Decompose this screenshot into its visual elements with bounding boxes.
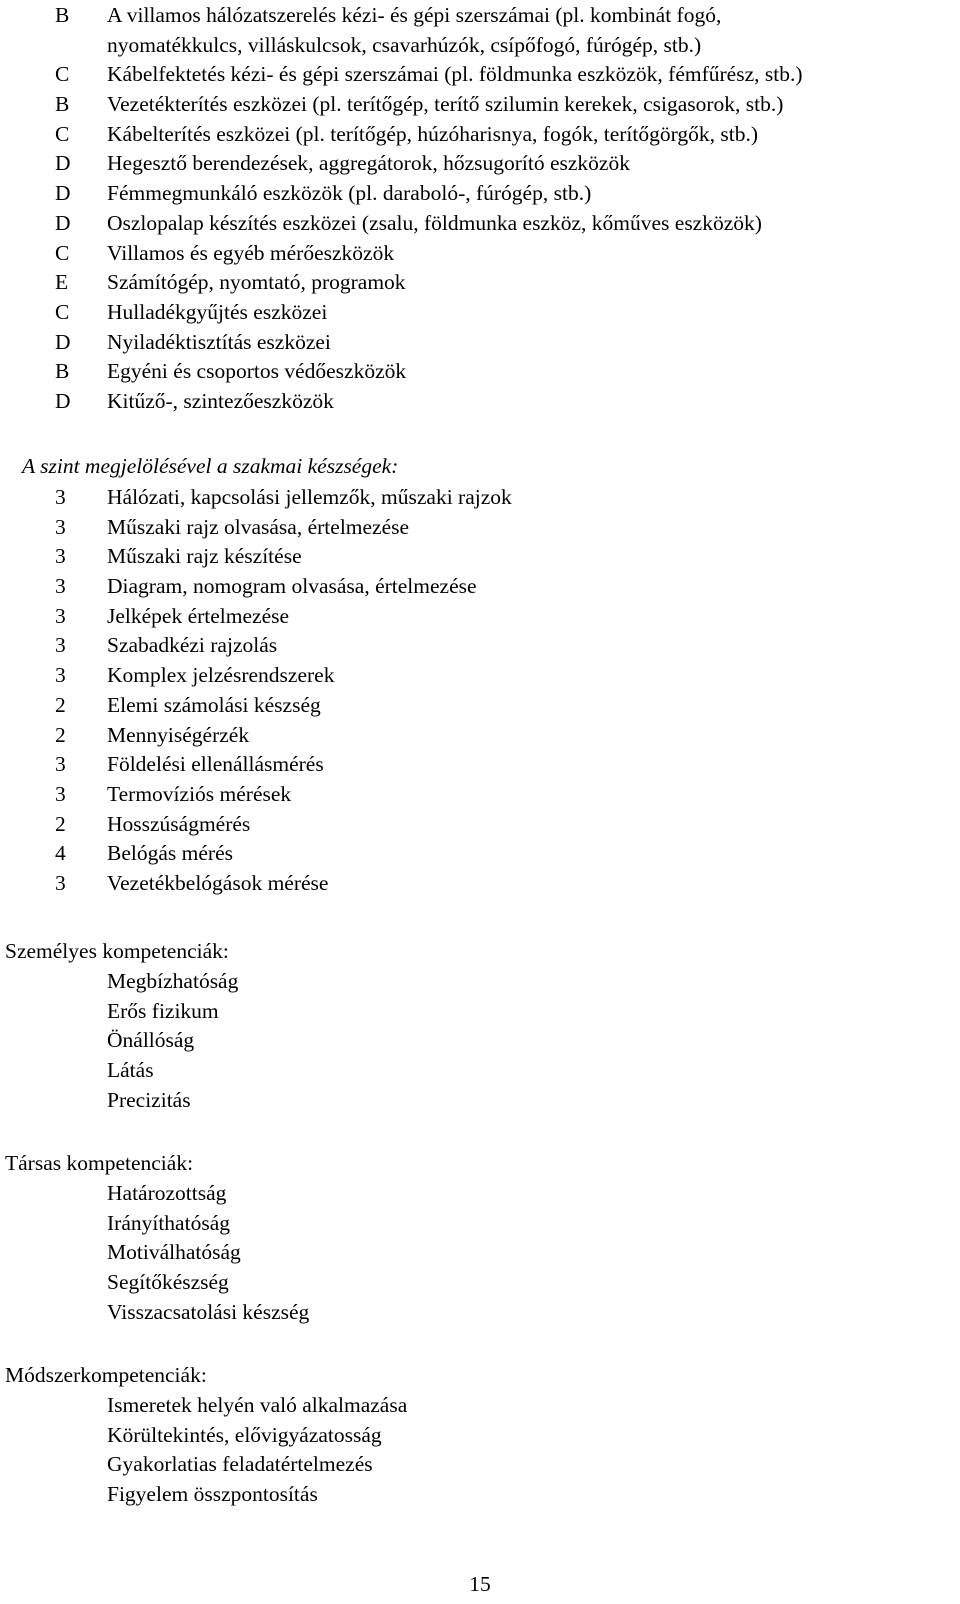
list-item <box>0 120 960 150</box>
skill-description: Vezetékbelógások mérése <box>107 870 329 895</box>
social-competencies-heading: Társas kompetenciák: <box>5 1151 194 1175</box>
list-item <box>0 239 960 269</box>
list-item: Erős fizikum <box>107 998 219 1023</box>
list-item <box>0 298 960 328</box>
tool-description: Számítógép, nyomtató, programok <box>107 270 406 295</box>
tool-level-code: C <box>55 299 70 324</box>
skills-list <box>0 483 960 899</box>
list-item: Figyelem összpontosítás <box>107 1482 318 1507</box>
list-item: Precizitás <box>107 1087 191 1112</box>
method-competencies-heading: Módszerkompetenciák: <box>5 1363 207 1387</box>
page-number: 15 <box>469 1572 491 1596</box>
list-item <box>0 661 960 691</box>
skill-description: Műszaki rajz készítése <box>107 544 302 569</box>
list-item <box>0 780 960 810</box>
list-item <box>0 513 960 543</box>
list-item <box>0 179 960 209</box>
skill-description: Hálózati, kapcsolási jellemzők, műszaki rajzok <box>107 485 512 509</box>
tool-level-code: D <box>55 388 71 413</box>
list-item <box>0 60 960 90</box>
skill-level: 4 <box>55 841 66 866</box>
list-item: Önállóság <box>107 1028 195 1053</box>
personal-competencies-list <box>0 967 960 1115</box>
skill-description: Belógás mérés <box>107 841 233 866</box>
list-item <box>0 483 960 513</box>
list-item: Gyakorlatias feladatértelmezés <box>107 1452 373 1477</box>
skill-level: 3 <box>55 574 66 599</box>
list-item <box>0 149 960 179</box>
tool-description: Egyéni és csoportos védőeszközök <box>107 359 407 384</box>
tool-level-code: D <box>55 210 71 235</box>
social-competencies-list <box>0 1179 960 1327</box>
list-item <box>0 721 960 751</box>
tool-description: Nyiladéktisztítás eszközei <box>107 329 331 354</box>
skill-description: Termovíziós mérések <box>107 781 292 806</box>
skill-description: Komplex jelzésrendszerek <box>107 663 335 688</box>
list-item: Körültekintés, elővigyázatosság <box>107 1422 382 1447</box>
list-item <box>0 268 960 298</box>
skill-description: Elemi számolási készség <box>107 692 321 717</box>
skill-level: 3 <box>55 603 66 628</box>
tool-description: Kábelfektetés kézi- és gépi szerszámai (pl. földmunka eszközök, fémfűrész, stb.) <box>107 62 803 87</box>
skill-description: Szabadkézi rajzolás <box>107 633 278 658</box>
list-item <box>0 90 960 120</box>
skill-level: 3 <box>55 514 66 539</box>
list-item <box>0 572 960 602</box>
list-item <box>0 810 960 840</box>
skill-description: Hosszúságmérés <box>107 811 251 836</box>
tool-description: Hulladékgyűjtés eszközei <box>107 299 328 324</box>
list-item <box>0 869 960 899</box>
skill-level: 2 <box>55 722 66 747</box>
tool-level-code: C <box>55 62 70 87</box>
tool-description: Oszlopalap készítés eszközei (zsalu, földmunka eszköz, kőműves eszközök) <box>107 210 762 235</box>
tool-level-code: D <box>55 329 71 354</box>
skill-level: 3 <box>55 485 66 509</box>
list-item: Irányíthatóság <box>107 1210 230 1235</box>
list-item: Látás <box>107 1058 154 1083</box>
list-item <box>0 328 960 358</box>
list-item: Határozottság <box>107 1181 227 1205</box>
list-item: Ismeretek helyén való alkalmazása <box>107 1393 408 1417</box>
skill-description: Földelési ellenállásmérés <box>107 752 324 777</box>
skill-level: 3 <box>55 633 66 658</box>
skill-level: 3 <box>55 870 66 895</box>
list-item <box>0 209 960 239</box>
list-item: Megbízhatóság <box>107 969 239 993</box>
skill-level: 3 <box>55 544 66 569</box>
skill-description: Diagram, nomogram olvasása, értelmezése <box>107 574 477 599</box>
list-item <box>0 357 960 387</box>
skill-level: 2 <box>55 692 66 717</box>
list-item: Visszacsatolási készség <box>107 1299 310 1324</box>
list-item <box>0 387 960 417</box>
tool-level-code: C <box>55 121 70 146</box>
list-item <box>0 602 960 632</box>
tools-list <box>0 1 960 417</box>
tool-level-code: E <box>55 270 69 295</box>
method-competencies-list <box>0 1391 960 1510</box>
list-item <box>0 1 960 60</box>
list-item: Segítőkészség <box>107 1270 229 1295</box>
tool-description: Kitűző-, szintezőeszközök <box>107 388 334 413</box>
list-item: Motiválhatóság <box>107 1240 241 1265</box>
list-item <box>0 750 960 780</box>
skill-level: 3 <box>55 752 66 777</box>
personal-competencies-heading: Személyes kompetenciák: <box>5 939 229 963</box>
tool-description: A villamos hálózatszerelés kézi- és gépi szerszámai (pl. kombinát fogó, nyomatékkulcs, villáskulcsok, csavarhúzók, csípőfogó, fúrógép, stb.) <box>107 3 722 57</box>
skill-level: 3 <box>55 663 66 688</box>
tool-description: Vezetékterítés eszközei (pl. terítőgép, terítő szilumin kerekek, csigasorok, stb.) <box>107 92 784 117</box>
tool-level-code: B <box>55 92 70 117</box>
list-item <box>0 691 960 721</box>
skill-description: Jelképek értelmezése <box>107 603 290 628</box>
skill-level: 2 <box>55 811 66 836</box>
tool-description: Villamos és egyéb mérőeszközök <box>107 240 395 265</box>
tool-description: Hegesztő berendezések, aggregátorok, hőzsugorító eszközök <box>107 151 630 176</box>
tool-description: Fémmegmunkáló eszközök (pl. daraboló-, fúrógép, stb.) <box>107 181 592 206</box>
skills-heading: A szint megjelölésével a szakmai készségek: <box>22 454 399 478</box>
tool-level-code: B <box>55 359 70 384</box>
tool-level-code: C <box>55 240 70 265</box>
skill-description: Műszaki rajz olvasása, értelmezése <box>107 514 410 539</box>
tool-description: Kábelterítés eszközei (pl. terítőgép, húzóharisnya, fogók, terítőgörgők, stb.) <box>107 121 758 146</box>
tool-level-code: D <box>55 181 71 206</box>
skill-level: 3 <box>55 781 66 806</box>
list-item <box>0 542 960 572</box>
list-item <box>0 839 960 869</box>
list-item <box>0 631 960 661</box>
tool-level-code: B <box>55 3 70 27</box>
skill-description: Mennyiségérzék <box>107 722 250 747</box>
tool-level-code: D <box>55 151 71 176</box>
